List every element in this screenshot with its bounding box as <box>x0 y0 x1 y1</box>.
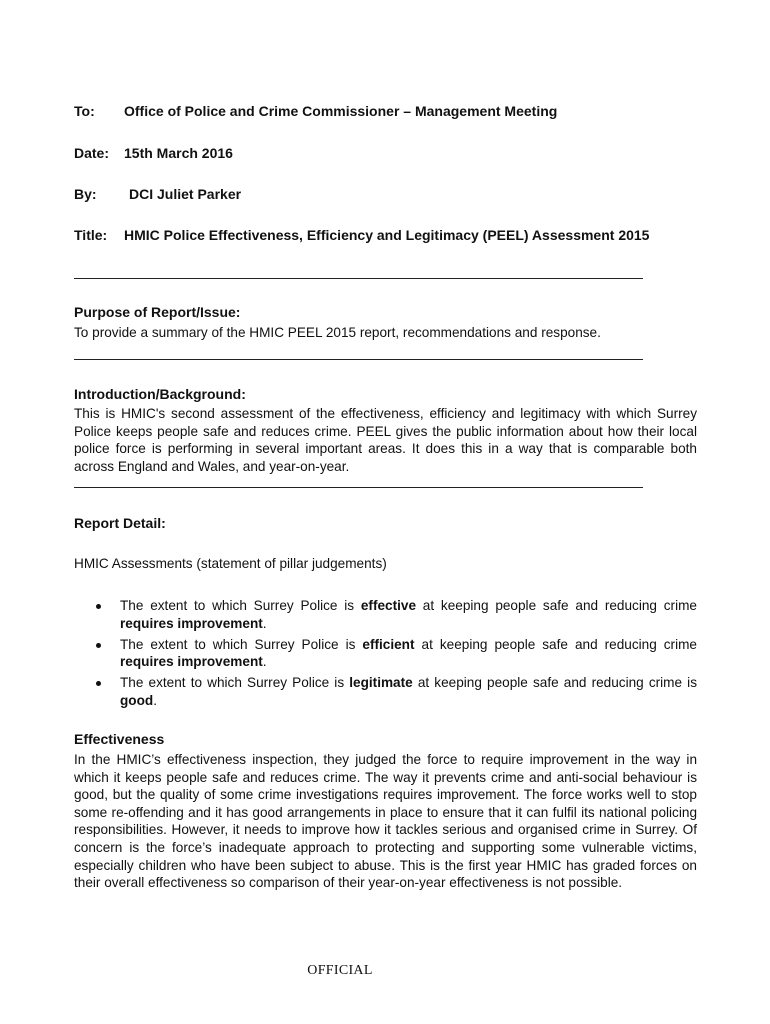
to-label: To: <box>74 103 95 119</box>
bullet-text: . <box>262 615 267 631</box>
bullet-judgement: requires improvement <box>120 654 263 670</box>
pillar-judgements-list <box>74 597 697 713</box>
assessments-subheading: HMIC Assessments (statement of pillar judgements) <box>74 556 387 571</box>
bullet-text: at keeping people safe and reducing crime <box>414 636 697 652</box>
bullet-icon <box>96 643 101 648</box>
effectiveness-heading: Effectiveness <box>74 731 165 747</box>
purpose-heading: Purpose of Report/Issue: <box>74 304 241 320</box>
list-item <box>74 597 697 633</box>
introduction-text: This is HMIC's second assessment of the effectiveness, efficiency and legitimacy with which Surrey Police keeps people safe and reduces crime. PEEL gives the public information about how their local police force is performing in several important areas. It does this in a way that is comparable both across England and Wales, and year-on-year. <box>74 406 697 474</box>
date-label: Date: <box>74 145 110 161</box>
bullet-emphasis: effective <box>360 598 417 613</box>
bullet-text: The extent to which Surrey Police is <box>120 636 363 652</box>
protective-marking: OFFICIAL <box>307 963 373 978</box>
bullet-judgement: requires improvement <box>120 615 263 631</box>
bullet-emphasis: legitimate <box>349 675 413 691</box>
bullet-text: The extent to which Surrey Police is <box>120 675 350 691</box>
bullet-emphasis: efficient <box>362 636 415 652</box>
by-label: By: <box>74 186 97 202</box>
bullet-text: . <box>153 692 157 708</box>
divider <box>74 359 643 360</box>
date-line <box>74 145 233 161</box>
by-line <box>74 186 242 202</box>
bullet-icon <box>96 681 101 686</box>
introduction-heading: Introduction/Background: <box>74 386 246 402</box>
report-detail-heading: Report Detail: <box>74 515 166 531</box>
divider <box>74 278 643 279</box>
purpose-text: To provide a summary of the HMIC PEEL 2015 report, recommendations and response. <box>74 325 601 340</box>
divider <box>74 487 643 488</box>
to-value: Office of Police and Crime Commissioner – Management Meeting <box>124 103 558 119</box>
list-item <box>74 636 697 672</box>
title-label: Title: <box>74 227 108 243</box>
bullet-text: . <box>262 654 267 670</box>
date-value: 15th March 2016 <box>124 145 233 161</box>
to-line <box>74 103 558 119</box>
by-value: DCI Juliet Parker <box>129 186 242 202</box>
title-value: HMIC Police Effectiveness, Efficiency and Legitimacy (PEEL) Assessment 2015 <box>124 227 650 243</box>
bullet-text: at keeping people safe and reducing crime <box>416 598 697 613</box>
list-item <box>74 674 697 710</box>
title-line <box>74 227 650 243</box>
effectiveness-text: In the HMIC’s effectiveness inspection, they judged the force to require improvement in the way in which it keeps people safe and reduces crime. The way it prevents crime and anti-social behaviour is good, but the quality of some crime investigations requires improvement. The force works well to stop some re-offending and it has good arrangements in place to ensure that it can fulfil its national policing responsibilities. However, it needs to improve how it tackles serious and organised crime in Surrey. Of concern is the force’s inadequate approach to protecting and supporting some vulnerable victims, especially children who have been subject to abuse. This is the first year HMIC has graded forces on their overall effectiveness so comparison of their year-on-year effectiveness is not possible. <box>74 752 697 891</box>
bullet-icon <box>96 604 101 609</box>
bullet-text: The extent to which Surrey Police is <box>120 598 361 613</box>
bullet-judgement: good <box>120 692 154 708</box>
bullet-text: at keeping people safe and reducing crime is <box>412 675 697 691</box>
